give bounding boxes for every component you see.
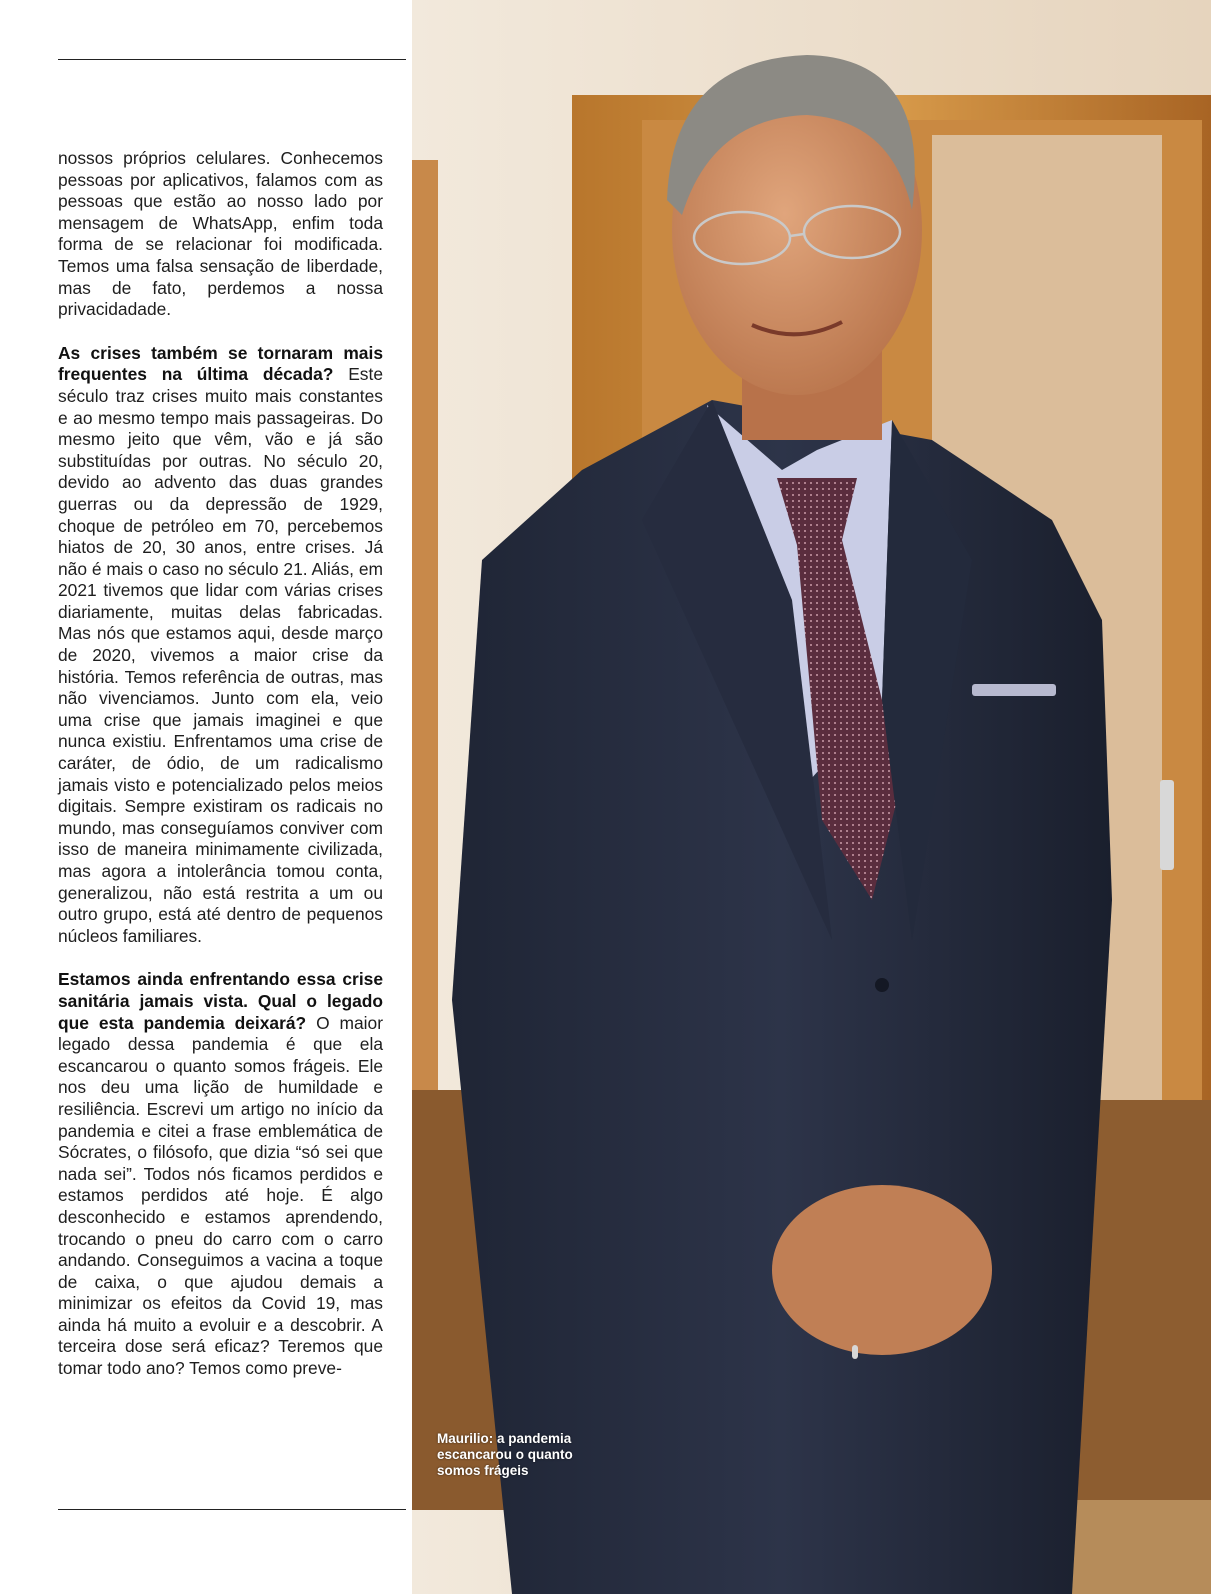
interview-answer-2: O maior legado dessa pandemia é que ela escancarou o quanto somos frágeis. Ele nos deu uma lição de humildade e resiliência. Escrevi um artigo no início da pandemia e citei a frase emblemática de Sócrates, o filósofo, que dizia “só sei que nada sei”. Todos nós ficamos perdidos e estamos perdidos até hoje. É algo desconhecido e estamos aprendendo, trocando o pneu do carro com o carro andando. Conseguimos a vacina a toque de caixa, o que ajudou demais a minimizar os efeitos da Covid 19, mas ainda há muito a evoluir e a descobrir. A terceira dose será eficaz? Teremos que tomar todo ano? Temos como preve- (58, 1012, 383, 1379)
bottom-rule (58, 1509, 406, 1510)
interview-question-2: Estamos ainda enfrentando essa crise sanitária jamais vista. Qual o legado que esta pandemia deixará? (58, 969, 383, 1033)
door-handle (1160, 780, 1174, 870)
pocket-square (972, 684, 1056, 696)
jacket-button (875, 978, 889, 992)
portrait-illustration (412, 0, 1211, 1594)
photo-caption: Maurilio: a pandemia escancarou o quanto somos frágeis (437, 1431, 573, 1478)
article-paragraph-2 (58, 343, 383, 948)
top-rule (58, 59, 406, 60)
article-text-column (58, 148, 383, 1402)
wedding-ring (852, 1345, 858, 1359)
article-paragraph-1 (58, 148, 383, 321)
portrait-photo (412, 0, 1211, 1594)
paragraph-1-answer: nossos próprios celulares. Conhecemos pessoas por aplicativos, falamos com as pessoas que estão ao nosso lado por mensagem de WhatsApp, enfim toda forma de se relacionar foi modificada. Temos uma falsa sensação de liberdade, mas de fato, perdemos a nossa privacidadade. (58, 148, 383, 320)
article-paragraph-3 (58, 969, 383, 1379)
interview-answer-1: Este século traz crises muito mais constantes e ao mesmo tempo mais passageiras. Do mesmo jeito que vêm, vão e já são substituídas por outras. No século 20, devido ao advento das duas grandes guerras ou da depressão de 1929, choque de petróleo em 70, percebemos hiatos de 20, 30 anos, entre crises. Já não é mais o caso no século 21. Aliás, em 2021 tivemos que lidar com várias crises diariamente, muitas delas fabricadas. Mas nós que estamos aqui, desde março de 2020, vivemos a maior crise da história. Temos referência de outras, mas não vivenciamos. Junto com ela, veio uma crise que jamais imaginei e que nunca existiu. Enfrentamos uma crise de caráter, de ódio, de um radicalismo jamais visto e potencializado pelos meios digitais. Sempre existiram os radicais no mundo, mas conseguíamos conviver com isso de maneira minimamente civilizada, mas agora a intolerância tomou conta, generalizou, não está restrita a um ou outro grupo, está até dentro de pequenos núcleos familiares. (58, 364, 383, 946)
interview-question-1: As crises também se tornaram mais frequentes na última década? (58, 342, 383, 385)
clasped-hands (772, 1185, 992, 1355)
